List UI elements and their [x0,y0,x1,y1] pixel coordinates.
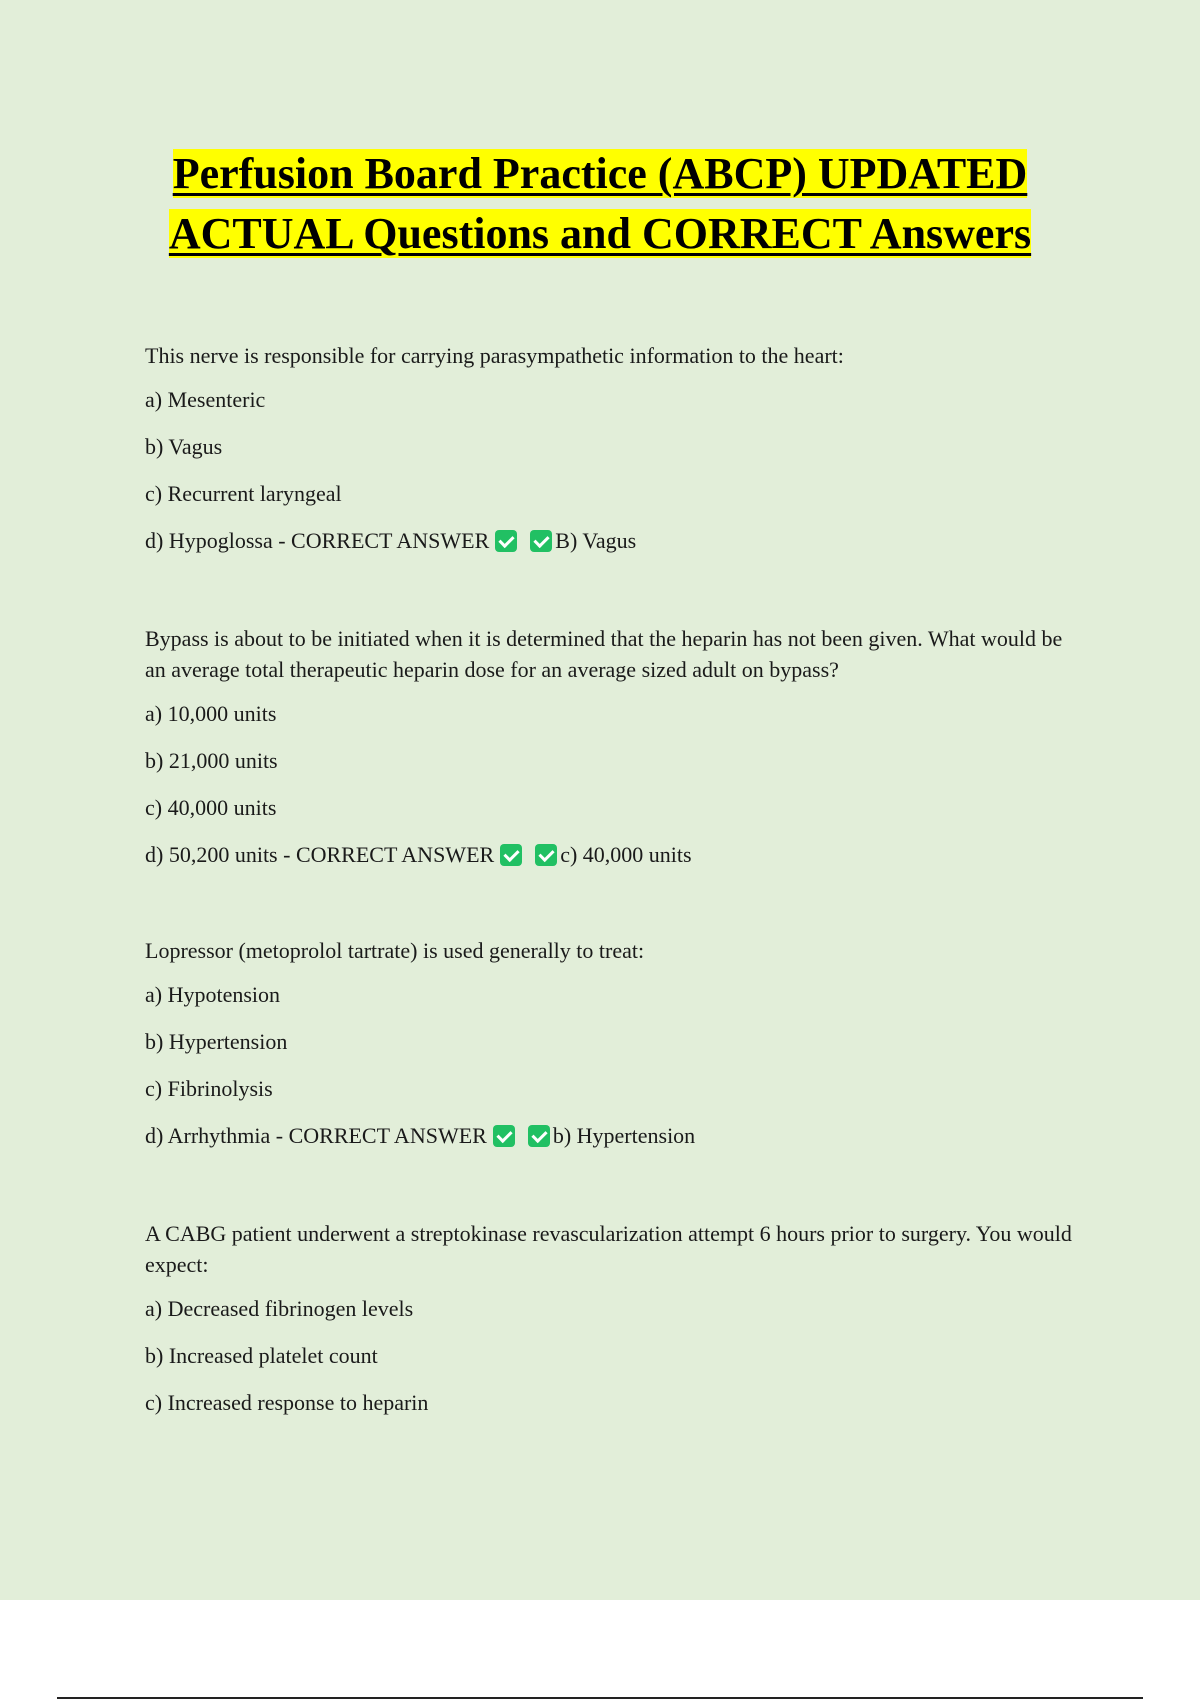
option-d: d) Hypoglossa - CORRECT ANSWER [145,528,490,553]
question-text: A CABG patient underwent a streptokinase revascularization attempt 6 hours prior to surgery. You would expect: [145,1221,1072,1277]
document-title-text: Perfusion Board Practice (ABCP) UPDATED ACTUAL Questions and CORRECT Answers [168,149,1032,258]
check-mark-icon [500,844,522,866]
question-block-1 [145,340,1075,573]
question-text: Lopressor (metoprolol tartrate) is used generally to treat: [145,938,645,963]
check-mark-icon [495,530,517,552]
check-mark-icon [530,530,552,552]
option-c: c) Increased response to heparin [145,1390,429,1415]
option-c: c) 40,000 units [145,795,277,820]
option-c: c) Recurrent laryngeal [145,481,342,506]
option-c: c) Fibrinolysis [145,1076,273,1101]
option-b: b) Vagus [145,434,223,459]
option-b: b) 21,000 units [145,748,278,773]
document-title [100,144,1100,264]
option-b: b) Increased platelet count [145,1343,378,1368]
check-mark-icon [493,1125,515,1147]
question-text: Bypass is about to be initiated when it is determined that the heparin has not been given. What would be an average total therapeutic heparin dose for an average sized adult on bypass? [145,626,1063,682]
option-a: a) 10,000 units [145,701,277,726]
option-d: d) 50,200 units - CORRECT ANSWER [145,842,495,867]
option-b: b) Hypertension [145,1029,288,1054]
correct-answer: b) Hypertension [552,1123,696,1148]
option-a: a) Mesenteric [145,387,266,412]
question-block-4 [145,1218,1075,1435]
question-text: This nerve is responsible for carrying parasympathetic information to the heart: [145,343,844,368]
option-a: a) Hypotension [145,982,281,1007]
option-d-answer-line [145,1121,1075,1151]
option-a: a) Decreased fibrinogen levels [145,1296,414,1321]
option-d-answer-line [145,526,1075,556]
question-block-2 [145,623,1075,887]
correct-answer: c) 40,000 units [560,842,692,867]
question-block-3 [145,935,1075,1168]
option-d-answer-line [145,840,1075,870]
correct-answer: B) Vagus [555,528,637,553]
footer-divider [57,1697,1143,1699]
check-mark-icon [535,844,557,866]
check-mark-icon [528,1125,550,1147]
option-d: d) Arrhythmia - CORRECT ANSWER [145,1123,487,1148]
